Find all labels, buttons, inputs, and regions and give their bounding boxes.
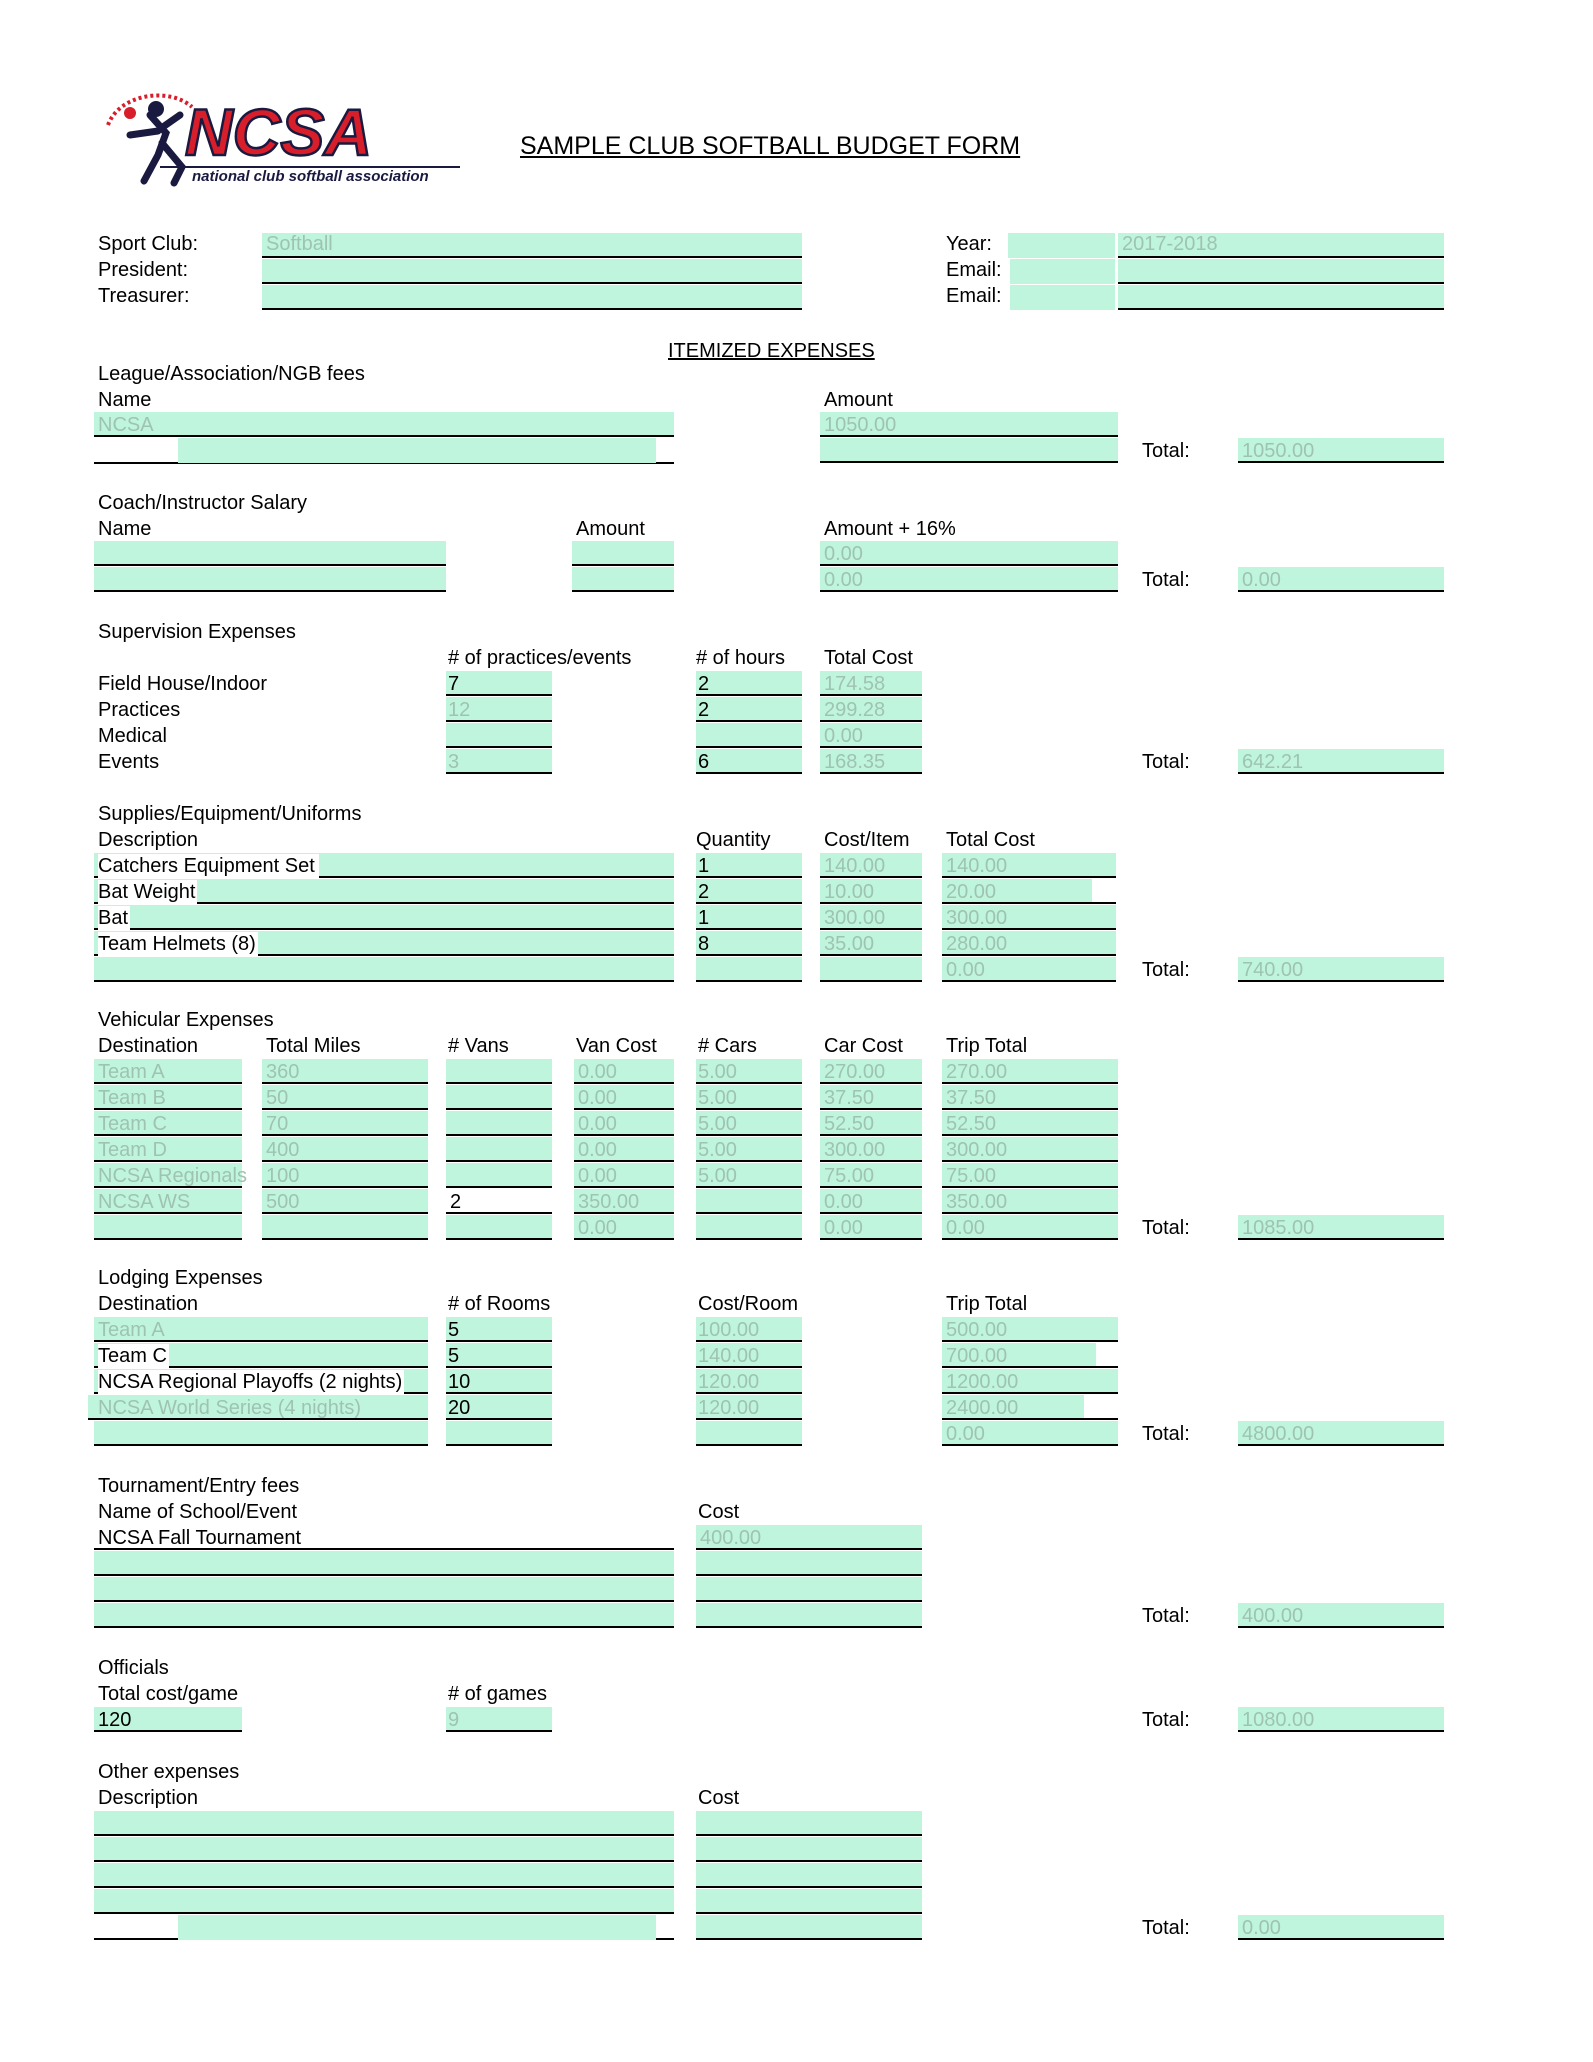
supervision-hours: 6 [698, 751, 710, 773]
vehicular-cars-field[interactable] [696, 1215, 802, 1240]
lodging-dest: Team A [98, 1319, 165, 1341]
vehicular-dest: Team B [98, 1087, 166, 1109]
vehicular-trip-header: Trip Total [946, 1035, 1028, 1057]
supplies-qty: 1 [698, 855, 710, 877]
lodging-cost: 100.00 [698, 1319, 760, 1341]
lodging-dest-header: Destination [98, 1293, 199, 1315]
tournament-title: Tournament/Entry fees [98, 1475, 300, 1497]
vehicular-trip: 350.00 [946, 1191, 1008, 1213]
lodging-rooms: 5 [448, 1345, 460, 1367]
vehicular-vans: 2 [450, 1191, 462, 1213]
league-name-1: NCSA [98, 414, 154, 436]
vehicular-cars-header: # Cars [698, 1035, 757, 1057]
vehicular-cars: 5.00 [698, 1113, 737, 1135]
supplies-title: Supplies/Equipment/Uniforms [98, 803, 362, 825]
supplies-total: 140.00 [946, 855, 1008, 877]
sport-club-label: Sport Club: [98, 233, 199, 255]
tournament-name-field[interactable] [94, 1548, 674, 1550]
lodging-rooms-field[interactable] [446, 1317, 552, 1342]
officials-total: 1080.00 [1242, 1709, 1315, 1731]
supervision-hours-field[interactable] [696, 723, 802, 748]
tournament-cost-field[interactable] [696, 1603, 922, 1628]
other-total: 0.00 [1242, 1917, 1281, 1939]
supervision-cost: 174.58 [824, 673, 886, 695]
supervision-cost: 0.00 [824, 725, 863, 747]
vehicular-cars: 5.00 [698, 1087, 737, 1109]
logo-tagline: national club softball association [192, 168, 429, 185]
vehicular-carcost: 0.00 [824, 1217, 863, 1239]
supplies-qty-field[interactable] [696, 879, 802, 904]
lodging-cost-field[interactable] [696, 1421, 802, 1446]
vehicular-miles: 100 [266, 1165, 300, 1187]
email-label-1: Email: [946, 259, 1002, 281]
lodging-trip: 0.00 [946, 1423, 985, 1445]
lodging-dest: NCSA Regional Playoffs (2 nights) [98, 1371, 403, 1393]
lodging-cost: 120.00 [698, 1371, 760, 1393]
vehicular-vancost: 0.00 [578, 1087, 617, 1109]
other-cost-header: Cost [698, 1787, 740, 1809]
supervision-hours-field[interactable] [696, 697, 802, 722]
vehicular-carcost: 75.00 [824, 1165, 875, 1187]
officials-title: Officials [98, 1657, 169, 1679]
lodging-trip-header: Trip Total [946, 1293, 1028, 1315]
officials-cost: 120 [98, 1709, 132, 1731]
vehicular-trip: 300.00 [946, 1139, 1008, 1161]
supplies-qty-field[interactable] [696, 853, 802, 878]
officials-total-label: Total: [1142, 1709, 1190, 1731]
email-spacer-2 [1010, 285, 1115, 310]
league-amount-header: Amount [824, 389, 893, 411]
vehicular-vans-field[interactable] [446, 1111, 552, 1136]
vehicular-total: 1085.00 [1242, 1217, 1315, 1239]
coach-title: Coach/Instructor Salary [98, 492, 307, 514]
supervision-row-label: Events [98, 751, 160, 773]
lodging-total: 4800.00 [1242, 1423, 1315, 1445]
lodging-rooms-header: # of Rooms [448, 1293, 551, 1315]
supplies-cost: 300.00 [824, 907, 886, 929]
other-desc-field[interactable] [94, 1837, 674, 1862]
lodging-trip: 700.00 [946, 1345, 1008, 1367]
vehicular-vancost: 0.00 [578, 1139, 617, 1161]
vehicular-dest: NCSA WS [98, 1191, 191, 1213]
tournament-name-field[interactable] [94, 1577, 674, 1602]
vehicular-cars: 5.00 [698, 1165, 737, 1187]
vehicular-vans-field[interactable] [446, 1215, 552, 1240]
supplies-desc: Catchers Equipment Set [98, 854, 319, 878]
vehicular-vans-field[interactable] [446, 1163, 552, 1188]
vehicular-dest: Team A [98, 1061, 165, 1083]
tournament-total-label: Total: [1142, 1605, 1190, 1627]
vehicular-vancost: 0.00 [578, 1061, 617, 1083]
tournament-total: 400.00 [1242, 1605, 1304, 1627]
vehicular-carcost: 0.00 [824, 1191, 863, 1213]
lodging-rooms: 10 [448, 1371, 471, 1393]
supplies-total: 300.00 [946, 907, 1008, 929]
vehicular-trip: 270.00 [946, 1061, 1008, 1083]
other-cost-field[interactable] [696, 1863, 922, 1888]
supplies-qty: 2 [698, 881, 710, 903]
supplies-qty-field[interactable] [696, 931, 802, 956]
tournament-name-field[interactable] [94, 1603, 674, 1628]
year-spacer [1008, 233, 1115, 258]
coach-amount16-header: Amount + 16% [824, 518, 956, 540]
vehicular-trip: 0.00 [946, 1217, 985, 1239]
supervision-n: 7 [448, 673, 460, 695]
vehicular-vans-field[interactable] [446, 1212, 552, 1214]
lodging-dest: NCSA World Series (4 nights) [98, 1397, 362, 1419]
supplies-qty: 1 [698, 907, 710, 929]
vehicular-vancost: 0.00 [578, 1217, 617, 1239]
vehicular-dest-field[interactable] [94, 1215, 242, 1240]
supplies-total-header: Total Cost [946, 829, 1035, 851]
lodging-rooms-field[interactable] [446, 1421, 552, 1446]
supplies-desc: Bat [98, 907, 129, 929]
coach-amount16-field-1 [820, 541, 1118, 566]
supervision-hours-header: # of hours [696, 647, 785, 669]
itemized-expenses-heading: ITEMIZED EXPENSES [668, 340, 875, 362]
league-total: 1050.00 [1242, 440, 1315, 462]
sport-club-value: Softball [266, 233, 333, 255]
tournament-cost-field[interactable] [696, 1577, 922, 1602]
lodging-dest: Team C [98, 1345, 167, 1367]
other-desc-field[interactable] [94, 1863, 674, 1888]
vehicular-cars-field[interactable] [696, 1189, 802, 1214]
tournament-name-field[interactable] [94, 1551, 674, 1576]
lodging-trip: 2400.00 [946, 1397, 1019, 1419]
vehicular-trip: 37.50 [946, 1087, 997, 1109]
supervision-n: 3 [448, 751, 460, 773]
officials-games: 9 [448, 1709, 460, 1731]
vehicular-total-label: Total: [1142, 1217, 1190, 1239]
supervision-row-label: Field House/Indoor [98, 673, 267, 695]
other-desc-field[interactable] [94, 1811, 674, 1836]
vehicular-dest: Team C [98, 1113, 167, 1135]
vehicular-miles: 500 [266, 1191, 300, 1213]
other-cost-field[interactable] [696, 1811, 922, 1836]
lodging-trip: 1200.00 [946, 1371, 1019, 1393]
supervision-title: Supervision Expenses [98, 621, 296, 643]
supplies-total-label: Total: [1142, 959, 1190, 981]
lodging-title: Lodging Expenses [98, 1267, 263, 1289]
tournament-name: NCSA Fall Tournament [98, 1527, 302, 1549]
ncsa-logo [100, 85, 480, 195]
officials-cost-header: Total cost/game [98, 1683, 239, 1705]
officials-games-header: # of games [448, 1683, 547, 1705]
supervision-row-label: Practices [98, 699, 181, 721]
league-amount-1: 1050.00 [824, 414, 897, 436]
coach-amount-field-2[interactable] [572, 567, 674, 592]
logo-wordmark: NCSA [185, 95, 373, 169]
supervision-cost: 168.35 [824, 751, 886, 773]
league-amount-field-2[interactable] [820, 438, 1118, 463]
supplies-qty-field[interactable] [696, 905, 802, 930]
coach-name-header: Name [98, 518, 152, 540]
email-field-1[interactable] [1118, 259, 1444, 284]
vehicular-miles: 50 [266, 1087, 289, 1109]
vehicular-miles-field[interactable] [262, 1215, 428, 1240]
supervision-hours: 2 [698, 673, 710, 695]
vehicular-miles: 400 [266, 1139, 300, 1161]
vehicular-cars: 5.00 [698, 1061, 737, 1083]
vehicular-dest: Team D [98, 1139, 167, 1161]
officials-games-field[interactable] [446, 1707, 552, 1732]
supervision-cost: 299.28 [824, 699, 886, 721]
supplies-total: 0.00 [946, 959, 985, 981]
other-cost-field[interactable] [696, 1889, 922, 1914]
vehicular-vans-field[interactable] [446, 1085, 552, 1110]
softball-player-icon [108, 95, 192, 183]
supervision-cost-header: Total Cost [824, 647, 913, 669]
supplies-cost: 10.00 [824, 881, 875, 903]
vehicular-trip: 75.00 [946, 1165, 997, 1187]
supervision-practices-header: # of practices/events [448, 647, 632, 669]
supplies-desc-field[interactable] [94, 957, 674, 982]
vehicular-trip: 52.50 [946, 1113, 997, 1135]
lodging-rooms: 5 [448, 1319, 460, 1341]
treasurer-label: Treasurer: [98, 285, 190, 307]
supplies-desc-field[interactable] [94, 905, 674, 930]
supplies-cost-field[interactable] [820, 957, 922, 982]
lodging-rooms-field[interactable] [446, 1343, 552, 1368]
league-name-field-1[interactable] [94, 412, 674, 437]
vehicular-carcost: 270.00 [824, 1061, 886, 1083]
vehicular-vancost: 350.00 [578, 1191, 640, 1213]
vehicular-carcost: 52.50 [824, 1113, 875, 1135]
other-total-label: Total: [1142, 1917, 1190, 1939]
lodging-cost-header: Cost/Room [698, 1293, 799, 1315]
supplies-desc: Team Helmets (8) [98, 933, 256, 955]
vehicular-dest-header: Destination [98, 1035, 199, 1057]
supplies-total: 280.00 [946, 933, 1008, 955]
league-title: League/Association/NGB fees [98, 363, 365, 385]
coach-name-field-1[interactable] [94, 541, 446, 566]
vehicular-carcost: 300.00 [824, 1139, 886, 1161]
supplies-desc: Bat Weight [98, 881, 196, 903]
supervision-n-field[interactable] [446, 749, 552, 774]
email-field-2[interactable] [1118, 285, 1444, 310]
other-desc-field[interactable] [94, 1889, 674, 1914]
coach-name-field-2[interactable] [94, 567, 446, 592]
lodging-rooms: 20 [448, 1397, 471, 1419]
coach-amount16-field-2 [820, 567, 1118, 592]
vehicular-miles: 70 [266, 1113, 289, 1135]
tournament-cost-field[interactable] [696, 1551, 922, 1576]
supplies-cost: 35.00 [824, 933, 875, 955]
supplies-qty-field[interactable] [696, 957, 802, 982]
coach-amount16-2: 0.00 [824, 569, 863, 591]
lodging-cost: 120.00 [698, 1397, 760, 1419]
supervision-n-field[interactable] [446, 723, 552, 748]
supervision-n-field[interactable] [446, 671, 552, 696]
lodging-dest-field[interactable] [94, 1421, 428, 1446]
coach-amount-header: Amount [576, 518, 645, 540]
lodging-cost: 140.00 [698, 1345, 760, 1367]
supervision-n: 12 [448, 699, 471, 721]
page-title: SAMPLE CLUB SOFTBALL BUDGET FORM [520, 132, 1021, 160]
supplies-grand-total: 740.00 [1242, 959, 1304, 981]
vehicular-carcost-header: Car Cost [824, 1035, 903, 1057]
supplies-qty: 8 [698, 933, 710, 955]
vehicular-vancost: 0.00 [578, 1165, 617, 1187]
vehicular-miles: 360 [266, 1061, 300, 1083]
supervision-row-label: Medical [98, 725, 167, 747]
supplies-desc-header: Description [98, 829, 199, 851]
vehicular-vancost: 0.00 [578, 1113, 617, 1135]
vehicular-cars: 5.00 [698, 1139, 737, 1161]
coach-amount-field-1[interactable] [572, 541, 674, 566]
vehicular-miles-header: Total Miles [266, 1035, 361, 1057]
supplies-total: 20.00 [946, 881, 997, 903]
coach-total-label: Total: [1142, 569, 1190, 591]
vehicular-vans-field[interactable] [446, 1059, 552, 1084]
email-label-2: Email: [946, 285, 1002, 307]
supervision-total-label: Total: [1142, 751, 1190, 773]
supervision-hours: 2 [698, 699, 710, 721]
league-name-header: Name [98, 389, 152, 411]
supervision-hours-field[interactable] [696, 749, 802, 774]
other-cost-field[interactable] [696, 1837, 922, 1862]
coach-total: 0.00 [1242, 569, 1281, 591]
supplies-qty-header: Quantity [696, 829, 771, 851]
lodging-trip: 500.00 [946, 1319, 1008, 1341]
vehicular-vancost-header: Van Cost [576, 1035, 657, 1057]
league-total-label: Total: [1142, 440, 1190, 462]
league-name-field-2[interactable] [178, 438, 656, 463]
other-desc-header: Description [98, 1787, 199, 1809]
year-label: Year: [946, 233, 992, 255]
sport-club-field[interactable] [262, 233, 802, 258]
supplies-cost: 140.00 [824, 855, 886, 877]
treasurer-field[interactable] [262, 285, 802, 310]
lodging-total-label: Total: [1142, 1423, 1190, 1445]
vehicular-vans-field[interactable] [446, 1137, 552, 1162]
email-spacer-1 [1010, 259, 1115, 284]
vehicular-carcost: 37.50 [824, 1087, 875, 1109]
president-field[interactable] [262, 259, 802, 284]
vehicular-vans-header: # Vans [448, 1035, 509, 1057]
other-desc-field[interactable] [178, 1915, 656, 1940]
vehicular-dest: NCSA Regionals [98, 1165, 247, 1187]
vehicular-title: Vehicular Expenses [98, 1009, 274, 1031]
year-value: 2017-2018 [1122, 233, 1218, 255]
supervision-hours-field[interactable] [696, 671, 802, 696]
supervision-total: 642.21 [1242, 751, 1304, 773]
president-label: President: [98, 259, 189, 281]
tournament-cost: 400.00 [700, 1527, 762, 1549]
tournament-cost-header: Cost [698, 1501, 740, 1523]
coach-amount16-1: 0.00 [824, 543, 863, 565]
other-cost-field[interactable] [696, 1915, 922, 1940]
supplies-cost-header: Cost/Item [824, 829, 910, 851]
other-title: Other expenses [98, 1761, 240, 1783]
tournament-name-header: Name of School/Event [98, 1501, 297, 1523]
